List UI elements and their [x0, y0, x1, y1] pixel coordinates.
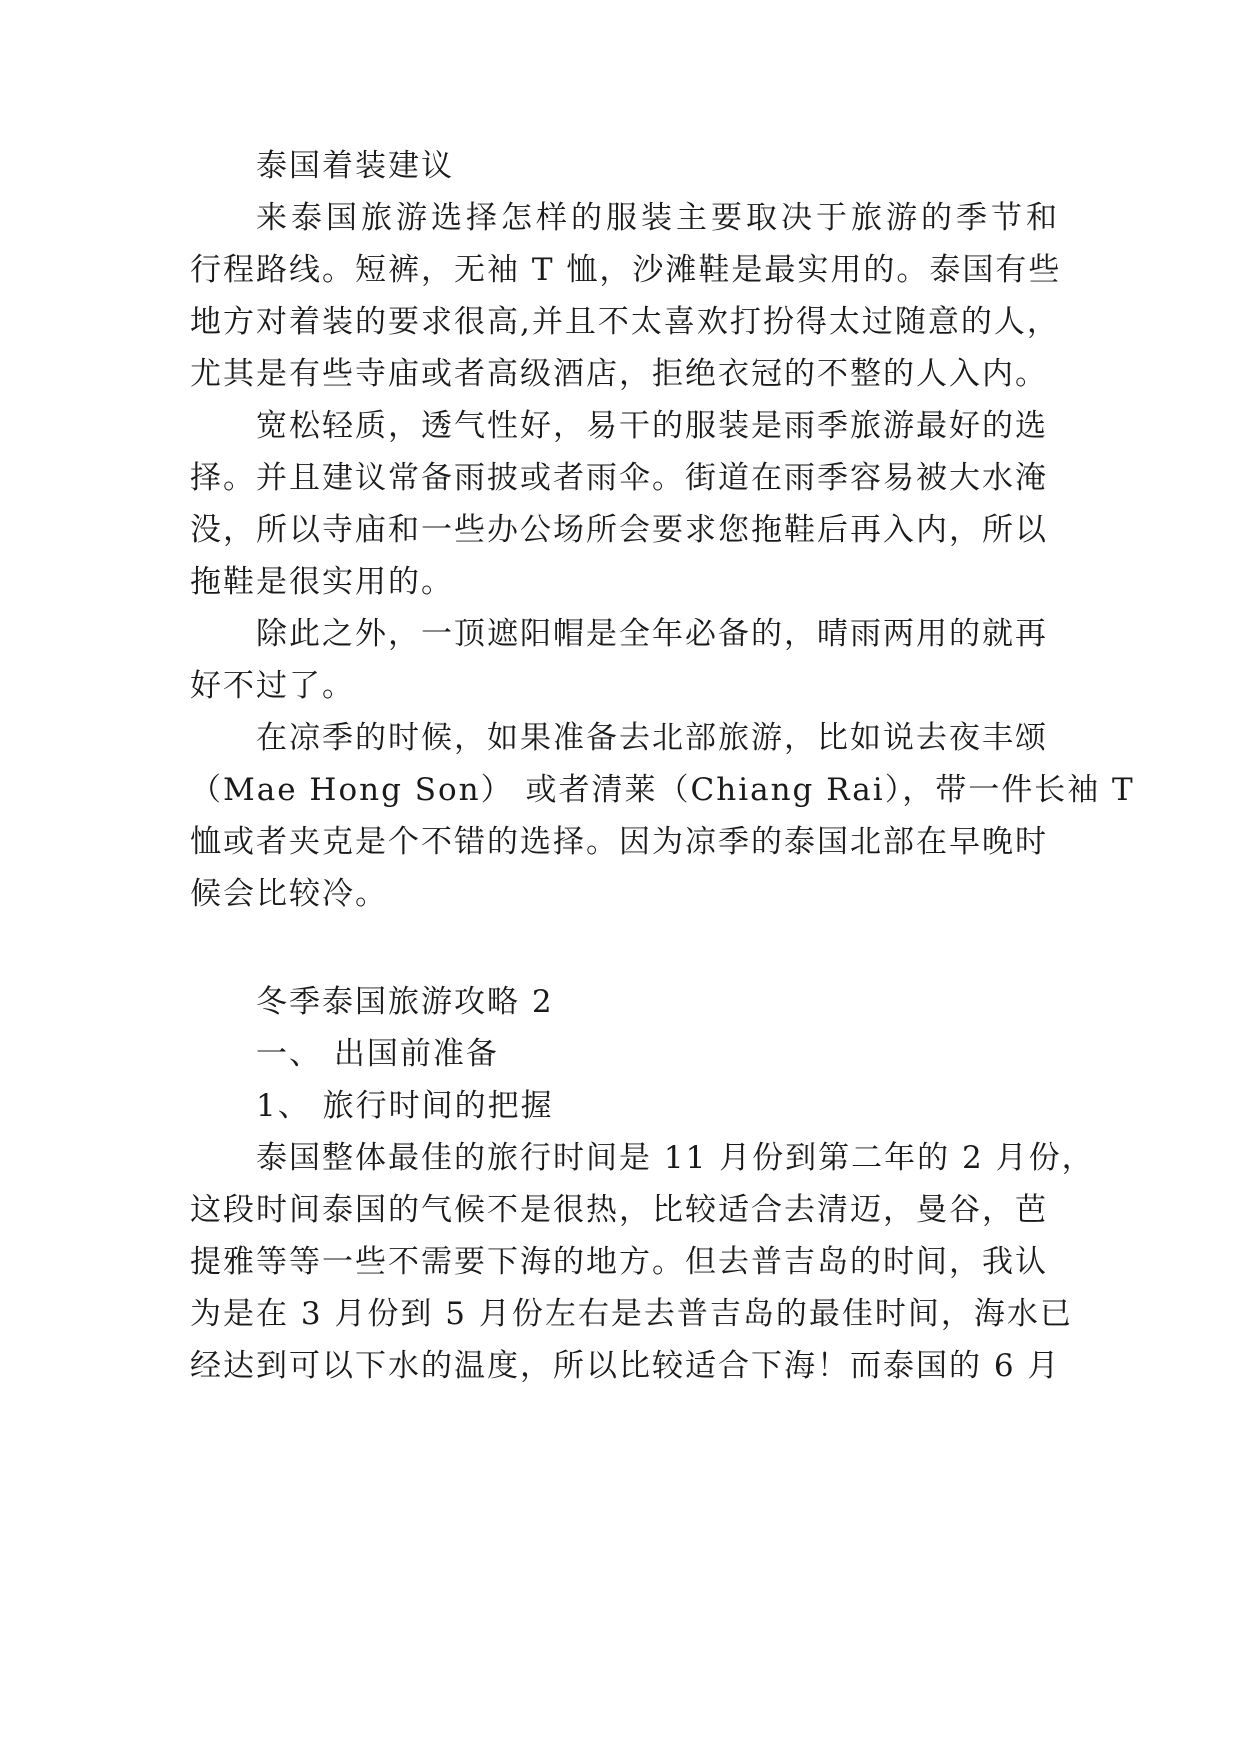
- paragraph-line: 好不过了。: [190, 668, 355, 704]
- paragraph-line: 尤其是有些寺庙或者高级酒店，拒绝衣冠的不整的人入内。: [190, 356, 1048, 392]
- paragraph-line: 没，所以寺庙和一些办公场所会要求您拖鞋后再入内，所以: [190, 512, 1048, 548]
- heading-level-2: 1、 旅行时间的把握: [256, 1088, 554, 1124]
- paragraph-line: 行程路线。短裤，无袖 T 恤，沙滩鞋是最实用的。泰国有些: [190, 252, 1062, 288]
- paragraph-line: 拖鞋是很实用的。: [190, 564, 454, 600]
- paragraph-line: 宽松轻质，透气性好，易干的服装是雨季旅游最好的选: [256, 408, 1048, 444]
- section-title: 冬季泰国旅游攻略 2: [256, 984, 554, 1020]
- paragraph-line: 地方对着装的要求很高,并且不太喜欢打扮得太过随意的人，: [190, 304, 1060, 340]
- paragraph-line: 在凉季的时候，如果准备去北部旅游，比如说去夜丰颂: [256, 720, 1048, 756]
- paragraph-line: 恤或者夹克是个不错的选择。因为凉季的泰国北部在早晚时: [190, 824, 1048, 860]
- paragraph-line: 择。并且建议常备雨披或者雨伞。街道在雨季容易被大水淹: [190, 460, 1048, 496]
- paragraph-line: 这段时间泰国的气候不是很热，比较适合去清迈，曼谷，芭: [190, 1192, 1048, 1228]
- heading-level-1: 一、 出国前准备: [256, 1036, 499, 1072]
- paragraph-line: 候会比较冷。: [190, 876, 388, 912]
- section-title: 泰国着装建议: [256, 148, 454, 184]
- paragraph-line: 为是在 3 月份到 5 月份左右是去普吉岛的最佳时间，海水已: [190, 1296, 1073, 1332]
- paragraph-line: 泰国整体最佳的旅行时间是 11 月份到第二年的 2 月份，: [256, 1140, 1095, 1176]
- paragraph-line: 除此之外，一顶遮阳帽是全年必备的，晴雨两用的就再: [256, 616, 1048, 652]
- paragraph-line: 来泰国旅游选择怎样的服装主要取决于旅游的季节和: [256, 200, 1061, 236]
- paragraph-line: （Mae Hong Son） 或者清莱（Chiang Rai），带一件长袖 T: [190, 772, 1135, 808]
- paragraph-line: 经达到可以下水的温度，所以比较适合下海！而泰国的 6 月: [190, 1348, 1061, 1384]
- paragraph-line: 提雅等等一些不需要下海的地方。但去普吉岛的时间，我认: [190, 1244, 1048, 1280]
